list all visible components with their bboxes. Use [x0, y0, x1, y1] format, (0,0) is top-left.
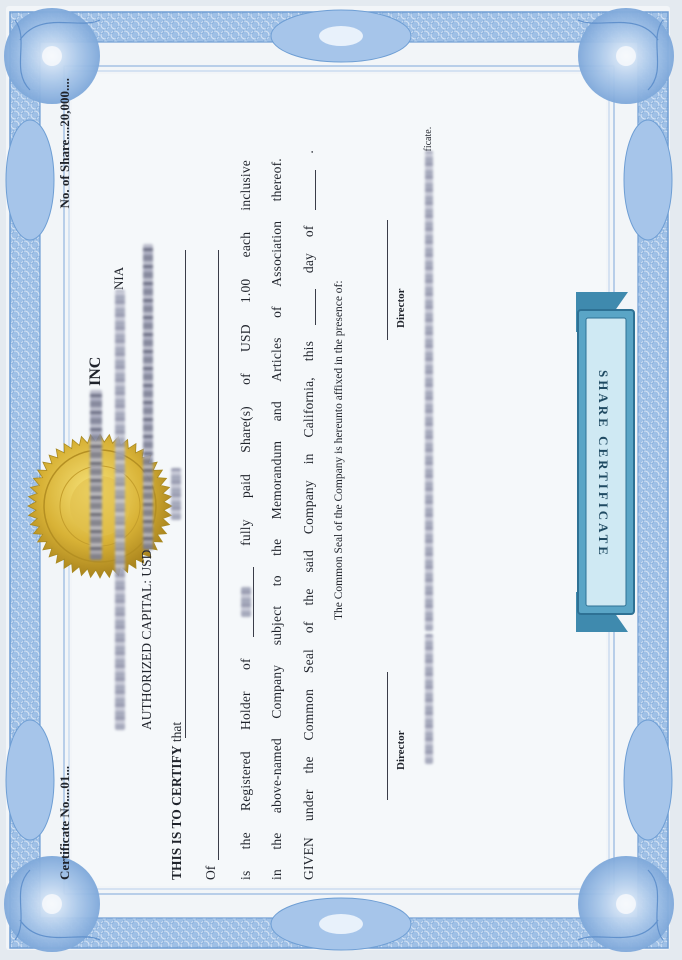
- footnote-redacted-2: [425, 152, 433, 632]
- director-left-label: Director: [395, 730, 407, 770]
- word: Registered: [237, 751, 253, 811]
- word: 1.00: [237, 278, 253, 304]
- word: of: [301, 225, 316, 238]
- share-count-field: [237, 567, 254, 637]
- word: of: [269, 306, 284, 318]
- word: fully: [237, 519, 253, 546]
- footnote-redacted-1: [425, 634, 433, 764]
- company-suffix: INC: [87, 356, 104, 386]
- word: Memorandum: [269, 440, 284, 520]
- authorized-capital-redacted: [143, 244, 153, 550]
- month-field: [303, 170, 316, 210]
- word: the: [301, 588, 316, 606]
- word: inclusive: [237, 160, 253, 211]
- right-signature-line: [387, 220, 388, 340]
- left-signature-line: [387, 672, 388, 800]
- word: the: [301, 756, 316, 774]
- authorized-capital-label: AUTHORIZED CAPITAL: USD: [139, 549, 154, 730]
- word: of: [237, 373, 253, 385]
- word: USD: [237, 324, 253, 352]
- word: California,: [301, 377, 316, 438]
- company-name: [87, 357, 105, 560]
- word: Company: [301, 480, 316, 535]
- word: in: [301, 453, 316, 465]
- word: .: [301, 150, 316, 154]
- jurisdiction-redacted: [115, 290, 125, 730]
- word: Common: [301, 688, 316, 741]
- share-count-redacted: [241, 587, 251, 617]
- authorized-capital: [139, 244, 155, 730]
- certify-that: that: [169, 721, 184, 743]
- word: GIVEN: [301, 837, 316, 880]
- word: the: [237, 832, 253, 850]
- ribbon-title: SHARE CERTIFICATE: [596, 370, 611, 558]
- word: of: [237, 658, 253, 670]
- certify-label: THIS IS TO CERTIFY: [169, 745, 184, 880]
- company-jurisdiction: [111, 267, 127, 730]
- word: Company: [269, 664, 284, 719]
- word: this: [301, 340, 316, 362]
- company-subject-row: [269, 158, 285, 880]
- word: each: [237, 231, 253, 258]
- word: the: [269, 832, 284, 850]
- word: to: [269, 575, 284, 587]
- certify-line: [169, 722, 185, 880]
- day-field: [303, 289, 316, 325]
- word: Share(s): [237, 406, 253, 453]
- holder-name-line: [185, 250, 186, 738]
- certificate-body: [51, 30, 631, 890]
- word: subject: [269, 605, 284, 646]
- registered-holder-row: [237, 160, 254, 880]
- word: is: [237, 870, 253, 880]
- word: Holder: [237, 691, 253, 730]
- given-under-seal-row: [301, 150, 317, 880]
- word: Articles: [269, 337, 284, 382]
- word: the: [269, 538, 284, 556]
- word: paid: [237, 474, 253, 499]
- word: Association: [269, 220, 284, 287]
- holder-address-line: [218, 250, 219, 860]
- footnote-suffix: ficate.: [423, 126, 434, 152]
- of-label: Of: [203, 865, 218, 880]
- certificate-number: Certificate No....01...: [57, 765, 72, 880]
- word: in: [269, 869, 284, 880]
- state-suffix: NIA: [111, 266, 126, 290]
- word: thereof.: [269, 158, 284, 202]
- footnote: [423, 127, 434, 764]
- word: and: [269, 401, 284, 422]
- word: said: [301, 550, 316, 573]
- company-name-redacted: [90, 390, 102, 560]
- word: day: [301, 253, 316, 274]
- word: Seal: [301, 649, 316, 674]
- word: under: [301, 789, 316, 822]
- director-right-label: Director: [395, 288, 407, 328]
- number-of-shares: No. of Share....20,000....: [57, 78, 72, 209]
- word: above-named: [269, 738, 284, 814]
- seal-statement: The Common Seal of the Company is hereunto affixed in the presence of:: [333, 280, 345, 620]
- word: of: [301, 621, 316, 634]
- holder-name-redacted: [167, 468, 185, 520]
